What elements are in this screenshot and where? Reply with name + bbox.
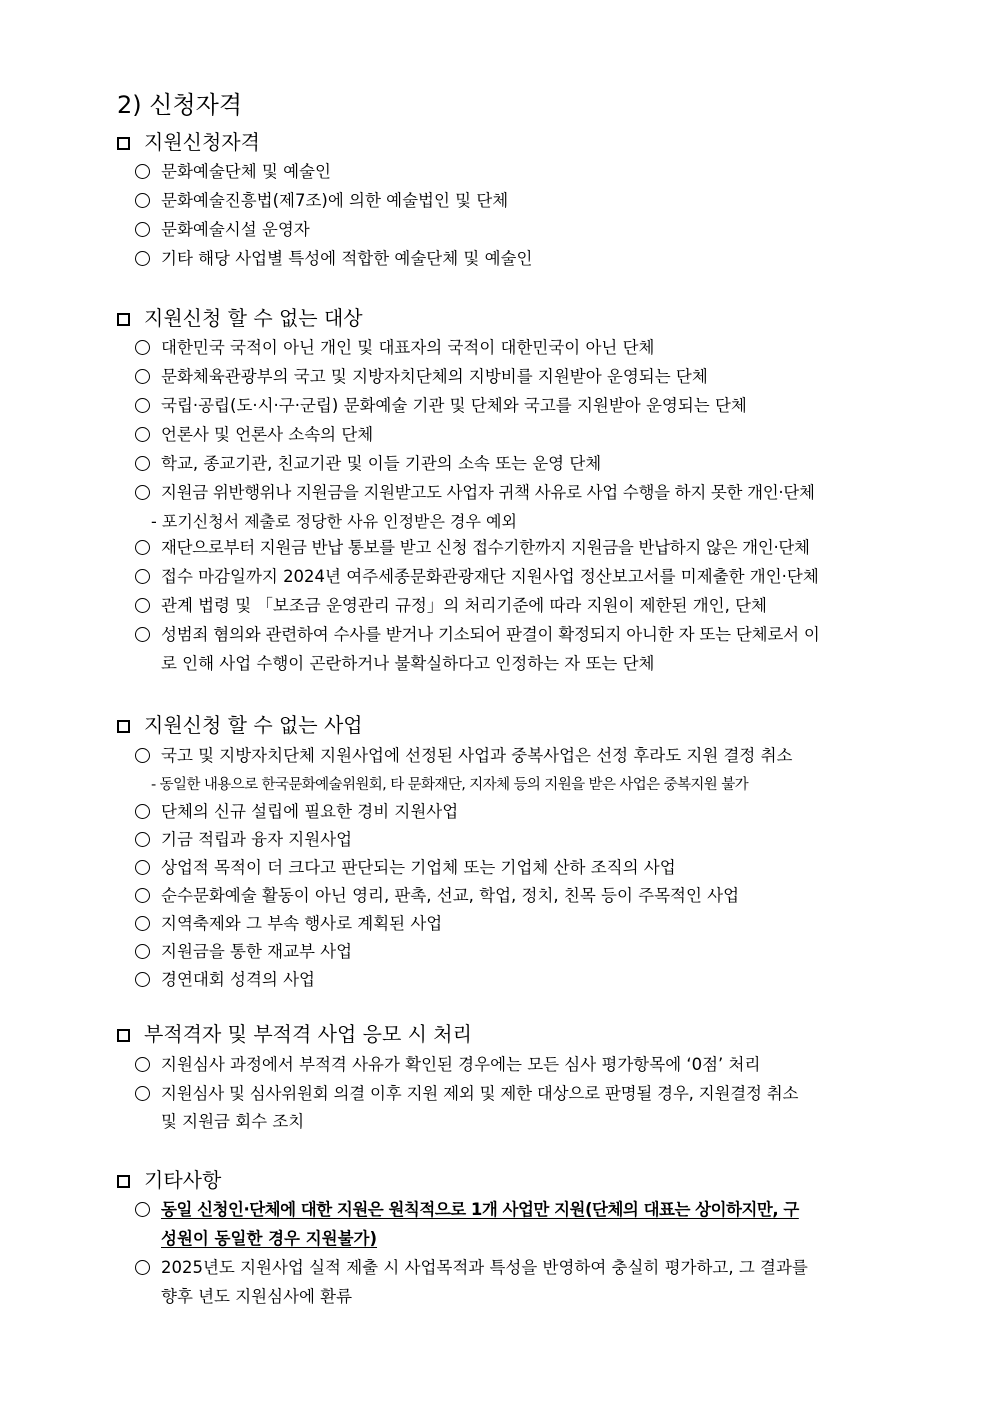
section-heading [117,1020,472,1048]
page-title: 2) 신청자격 [117,91,242,119]
list-subitem: - 동일한 내용으로 한국문화예술위원회, 타 문화재단, 지자체 등의 지원을 받은 사업은 중복지원 불가 [151,777,749,793]
list-item [135,1198,799,1222]
circle-bullet-icon [135,748,150,763]
list-item: 단체의 신규 설립에 필요한 경비 지원사업 [135,800,458,824]
list-item-continuation [161,1227,377,1251]
circle-bullet-icon [135,888,150,903]
list-item: 지원심사 및 심사위원회 의결 이후 지원 제외 및 제한 대상으로 판명될 경우, 지원결정 취소 [135,1082,798,1106]
circle-bullet-icon [135,916,150,931]
list-item: 지역축제와 그 부속 행사로 계획된 사업 [135,912,442,936]
list-item: 기타 해당 사업별 특성에 적합한 예술단체 및 예술인 [135,247,532,271]
list-item: 성범죄 혐의와 관련하여 수사를 받거나 기소되어 판결이 확정되지 아니한 자 또는 단체로서 이 [135,623,820,647]
circle-bullet-icon [135,627,150,642]
list-item-continuation: 로 인해 사업 수행이 곤란하거나 불확실하다고 인정하는 자 또는 단체 [161,654,655,673]
circle-bullet-icon [135,1202,150,1217]
section-heading [117,1166,221,1194]
circle-bullet-icon [135,804,150,819]
list-item-continuation: 향후 년도 지원심사에 환류 [161,1287,353,1306]
section-heading [117,304,363,332]
list-item: 기금 적립과 융자 지원사업 [135,828,352,852]
circle-bullet-icon [135,340,150,355]
section-heading-text: 부적격자 및 부적격 사업 응모 시 처리 [144,1022,472,1046]
section-heading-text: 지원신청 할 수 없는 사업 [144,713,363,737]
circle-bullet-icon [135,540,150,555]
list-item: 접수 마감일까지 2024년 여주세종문화관광재단 지원사업 정산보고서를 미제출한 개인·단체 [135,565,819,589]
circle-bullet-icon [135,598,150,613]
list-item: 국립·공립(도·시·구·군립) 문화예술 기관 및 단체와 국고를 지원받아 운영되는 단체 [135,394,747,418]
circle-bullet-icon [135,456,150,471]
list-item: 재단으로부터 지원금 반납 통보를 받고 신청 접수기한까지 지원금을 반납하지 않은 개인·단체 [135,536,810,560]
list-item-continuation: 및 지원금 회수 조치 [161,1112,305,1131]
circle-bullet-icon [135,569,150,584]
square-bullet-icon [117,1029,130,1042]
list-item: 지원금 위반행위나 지원금을 지원받고도 사업자 귀책 사유로 사업 수행을 하지 못한 개인·단체 [135,481,815,505]
circle-bullet-icon [135,1057,150,1072]
list-item: 경연대회 성격의 사업 [135,968,315,992]
circle-bullet-icon [135,860,150,875]
list-item: 문화예술시설 운영자 [135,218,310,242]
square-bullet-icon [117,720,130,733]
circle-bullet-icon [135,251,150,266]
list-item: 문화예술단체 및 예술인 [135,160,331,184]
square-bullet-icon [117,1175,130,1188]
section-heading-text: 지원신청 할 수 없는 대상 [144,306,363,330]
circle-bullet-icon [135,398,150,413]
emphasized-text: 동일 신청인·단체에 대한 지원은 원칙적으로 1개 사업만 지원(단체의 대표는 상이하지만, 구 [161,1200,799,1219]
square-bullet-icon [117,313,130,326]
circle-bullet-icon [135,832,150,847]
section-heading-text: 지원신청자격 [144,130,260,154]
circle-bullet-icon [135,1260,150,1275]
list-item: 언론사 및 언론사 소속의 단체 [135,423,373,447]
section-heading [117,128,260,156]
section-heading [117,711,363,739]
circle-bullet-icon [135,193,150,208]
circle-bullet-icon [135,1086,150,1101]
list-item: 국고 및 지방자치단체 지원사업에 선정된 사업과 중복사업은 선정 후라도 지원 결정 취소 [135,744,793,768]
list-item: 2025년도 지원사업 실적 제출 시 사업목적과 특성을 반영하여 충실히 평가하고, 그 결과를 [135,1256,808,1280]
section-heading-text: 기타사항 [144,1168,222,1192]
list-item: 학교, 종교기관, 친교기관 및 이들 기관의 소속 또는 운영 단체 [135,452,601,476]
circle-bullet-icon [135,164,150,179]
list-item: 관계 법령 및 「보조금 운영관리 규정」의 처리기준에 따라 지원이 제한된 개인, 단체 [135,594,767,618]
list-item: 상업적 목적이 더 크다고 판단되는 기업체 또는 기업체 산하 조직의 사업 [135,856,676,880]
list-subitem: - 포기신청서 제출로 정당한 사유 인정받은 경우 예외 [151,512,517,531]
circle-bullet-icon [135,222,150,237]
emphasized-text: 성원이 동일한 경우 지원불가) [161,1229,378,1248]
circle-bullet-icon [135,369,150,384]
square-bullet-icon [117,137,130,150]
circle-bullet-icon [135,972,150,987]
circle-bullet-icon [135,427,150,442]
list-item: 지원금을 통한 재교부 사업 [135,940,352,964]
list-item: 문화체육관광부의 국고 및 지방자치단체의 지방비를 지원받아 운영되는 단체 [135,365,708,389]
list-item: 순수문화예술 활동이 아닌 영리, 판촉, 선교, 학업, 정치, 친목 등이 주목적인 사업 [135,884,739,908]
list-item: 지원심사 과정에서 부적격 사유가 확인된 경우에는 모든 심사 평가항목에 ‘0점’ 처리 [135,1053,760,1077]
list-item: 대한민국 국적이 아닌 개인 및 대표자의 국적이 대한민국이 아닌 단체 [135,336,655,360]
circle-bullet-icon [135,485,150,500]
list-item: 문화예술진흥법(제7조)에 의한 예술법인 및 단체 [135,189,508,213]
circle-bullet-icon [135,944,150,959]
